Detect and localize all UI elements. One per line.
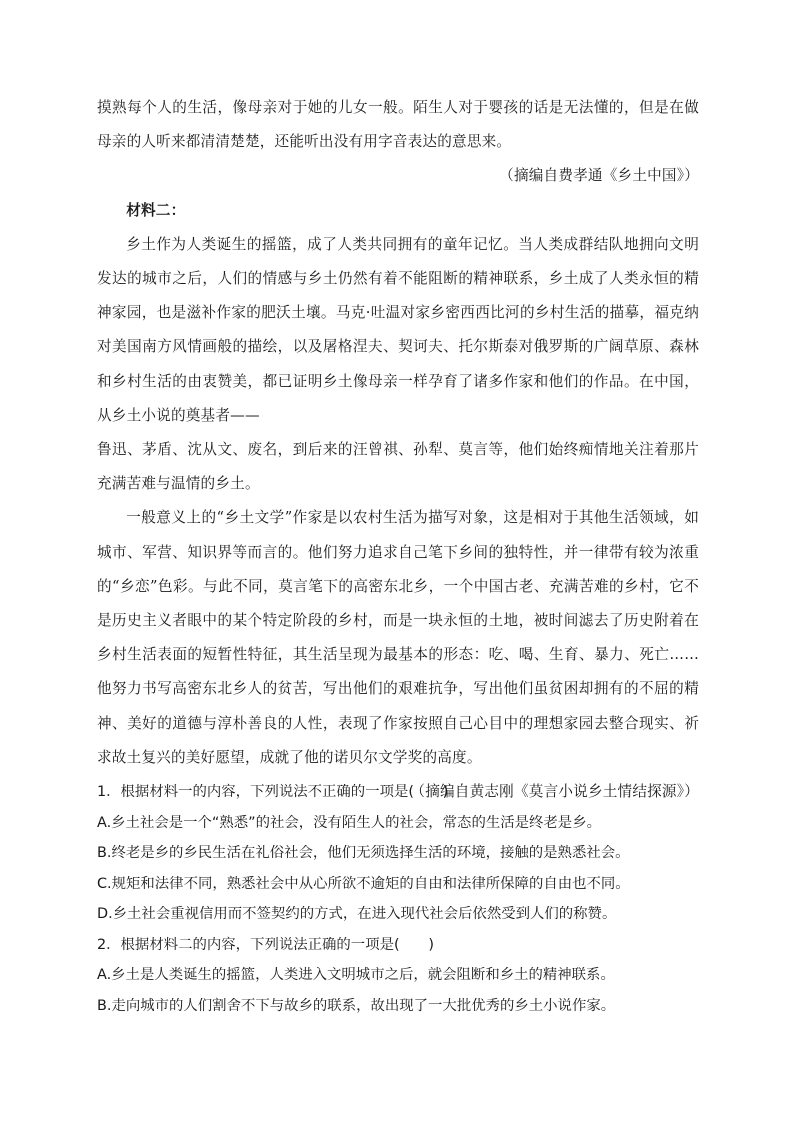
question-2-option-a: A.乡土是人类诞生的摇篮，人类进入文明城市之后，就会阻断和乡土的精神联系。 [97,967,615,983]
material-text-block [97,91,699,809]
question-block [97,777,707,1021]
material2-paragraph-1-continued: 鲁迅、茅盾、沈从文、废名，到后来的汪曾祺、孙犁、莫言等，他们始终痴情地关注着那片充满苦难与温情的乡土。 [97,441,699,493]
material1-tail-paragraph: 摸熟每个人的生活，像母亲对于她的儿女一般。陌生人对于婴孩的话是无法懂的，但是在做母亲的人听来都清清楚楚，还能听出没有用字音表达的意思来。 [97,99,699,151]
question-1-stem: 1．根据材料一的内容，下列说法不正确的一项是( ) [97,784,449,800]
material2-paragraph-2: 一般意义上的“乡土文学”作家是以农村生活为描写对象，这是相对于其他生活领域，如城市、军营、知识界等而言的。他们努力追求自己笔下乡间的独特性，并一律带有较为浓重的“乡恋”色彩。与此不同，莫言笔下的高密东北乡，一个中国古老、充满苦难的乡村，它不是历史主义者眼中的某个特定阶段的乡村，而是一块永恒的土地，被时间滤去了历史附着在乡村生活表面的短暂性特征，其生活呈现为最基本的形态：吃、喝、生育、暴力、死亡……他努力书写高密东北乡人的贫苦，写出他们的艰难抗争，写出他们虽贫困却拥有的不屈的精神、美好的道德与淳朴善良的人性，表现了作家按照自己心目中的理想家园去整合现实、祈求故土复兴的美好愿望，成就了他的诺贝尔文学奖的高度。 [97,509,699,766]
material1-source: （摘编自费孝通《乡土中国》） [499,167,699,185]
question-1-option-a: A.乡土社会是一个“熟悉”的社会，没有陌生人的社会，常态的生活是终老是乡。 [97,814,601,831]
question-2-option-b: B.走向城市的人们割舍不下与故乡的联系，故出现了一大批优秀的乡土小说作家。 [97,997,616,1014]
question-1-option-d: D.乡土社会重视信用而不签契约的方式，在进入现代社会后依然受到人们的称赞。 [97,906,617,922]
question-1-option-c: C.规矩和法律不同，熟悉社会中从心所欲不逾矩的自由和法律所保障的自由也不同。 [97,875,630,892]
material2-source: （摘编自黄志刚《莫言小说乡土情结探源》） [410,783,699,801]
question-2-stem: 2．根据材料二的内容，下列说法正确的一项是( ) [97,936,434,953]
material2-paragraph-1: 乡土作为人类诞生的摇篮，成了人类共同拥有的童年记忆。当人类成群结队地拥向文明发达的城市之后，人们的情感与乡土仍然有着不能阻断的精神联系，乡土成了人类永恒的精神家园，也是滋补作家的肥沃土壤。马克·吐温对家乡密西西比河的乡村生活的描摹，福克纳对美国南方风情画般的描绘，以及屠格涅夫、契诃夫、托尔斯泰对俄罗斯的广阔草原、森林和乡村生活的由衷赞美，都已证明乡土像母亲一样孕育了诸多作家和他们的作品。在中国，从乡土小说的奠基者—— [97,235,699,424]
material2-heading: 材料二： [126,201,186,219]
question-1-option-b: B.终老是乡的乡民生活在礼俗社会，他们无须选择生活的环境，接触的是熟悉社会。 [97,845,630,861]
